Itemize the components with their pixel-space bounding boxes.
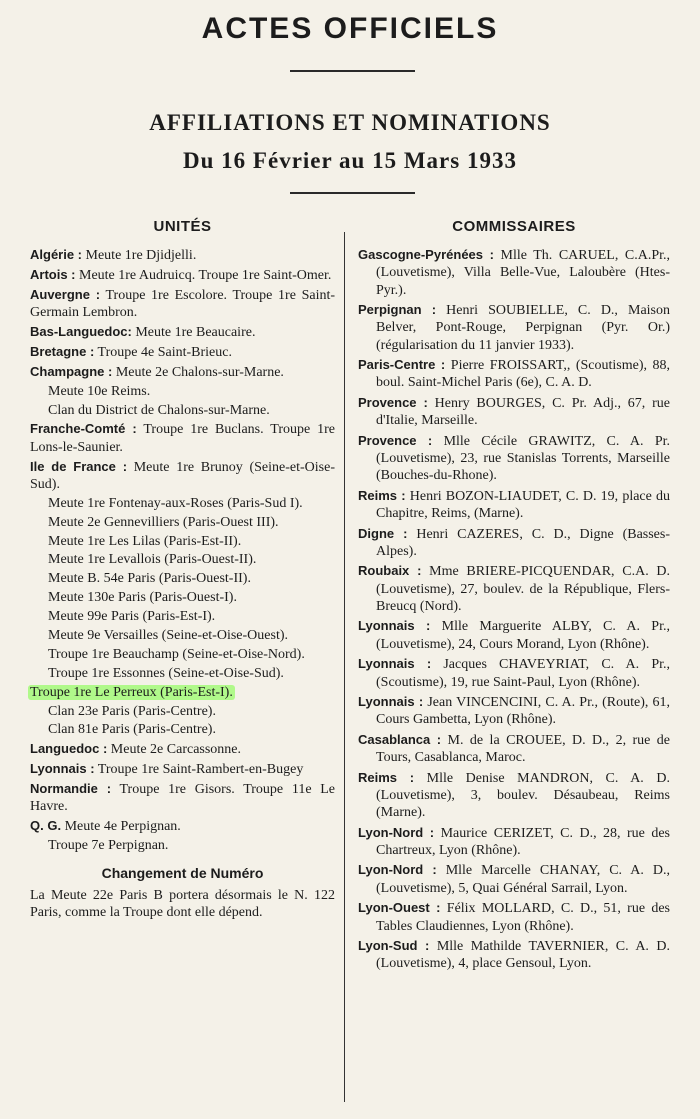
unit-region: Champagne : (30, 363, 113, 379)
unit-text: Meute 10e Reims. (48, 383, 151, 399)
unit-text: Troupe 1re Saint-Rambert-en-Bugey (97, 762, 304, 778)
unit-entry (30, 760, 335, 778)
unit-entry (30, 323, 335, 341)
unit-entry (30, 817, 335, 835)
commissaire-entry (358, 769, 670, 822)
unit-entry (30, 533, 335, 550)
unit-entry (30, 780, 335, 816)
unit-entry (30, 684, 335, 701)
commissaire-entry (358, 246, 670, 299)
unit-entry (30, 703, 335, 720)
commissaire-entry (358, 655, 670, 691)
date-range: Du 16 Février au 15 Mars 1933 (183, 148, 517, 173)
unites-column (30, 246, 335, 923)
commissaire-entry (358, 731, 670, 767)
unit-text: Troupe 1re Escolore. Troupe 1re Saint-Germain Lembron. (30, 287, 336, 321)
unit-text: Meute 1re Les Lilas (Paris-Est-II). (48, 533, 242, 549)
unit-entry (30, 343, 335, 361)
commissaire-text: Mlle Cécile GRAWITZ, C. A. Pr. (Louvetisme), 23, rue Stanislas Torrents, Marseille (Bouches-du-Rhone). (376, 433, 670, 484)
unit-region: Ile de France : (30, 458, 128, 474)
unit-region: Normandie : (30, 781, 112, 797)
unit-text: Troupe 1re Gisors. Troupe 11e Le Havre. (30, 782, 336, 815)
unit-region: Lyonnais : (30, 761, 95, 777)
commissaire-region: Provence : (358, 394, 428, 410)
commissaire-entry (358, 937, 670, 973)
commissaire-entry (358, 824, 670, 860)
unit-region: Auvergne : (30, 286, 101, 302)
unit-text: Meute 1re Fontenay-aux-Roses (Paris-Sud I). (48, 495, 303, 511)
commissaire-region: Lyonnais : (358, 656, 432, 672)
unit-entry (30, 246, 335, 264)
commissaire-entry (358, 861, 670, 897)
commissaire-text: Jacques CHAVEYRIAT, C. A. Pr., (Scoutisme), 19, rue Saint-Paul, Lyon (Rhône). (376, 657, 670, 690)
column-divider (344, 232, 345, 1102)
change-number-heading: Changement de Numéro (101, 864, 264, 881)
unit-region: Bas-Languedoc: (30, 323, 132, 339)
commissaire-region: Gascogne-Pyrénées : (358, 247, 494, 262)
commissaire-region: Roubaix : (358, 563, 422, 579)
commissaire-text: Mme BRIERE-PICQUENDAR, C.A. D. (Louvetisme), 27, boulev. de la République, Flers-Breucq (Nord). (376, 564, 670, 614)
commissaire-text: Henri BOZON-LIAUDET, C. D. 19, place du Chapitre, Reims, (Marne). (376, 488, 670, 522)
commissaire-text: Mlle Marcelle CHANAY, C. A. D., (Louvetisme), 5, Quai Général Sarrail, Lyon. (376, 863, 671, 896)
unit-entry (30, 570, 335, 587)
unit-entry (30, 286, 335, 322)
commissaire-entry (358, 487, 670, 523)
unit-text: Clan 23e Paris (Paris-Centre). (48, 703, 216, 719)
unit-text: Meute 1re Djidjelli. (85, 248, 197, 263)
commissaire-entry (358, 525, 670, 561)
commissaire-entry (358, 356, 670, 392)
commissaire-region: Casablanca : (358, 731, 442, 747)
commissaire-text: M. de la CROUEE, D. D., 2, rue de Tours, Casablanca, Maroc. (376, 732, 670, 766)
commissaire-text: Henri CAZERES, C. D., Digne (Basses-Alpes). (376, 526, 670, 559)
commissaire-text: Mlle Denise MANDRON, C. A. D. (Louvetisme), 3, boulev. Désaubeau, Reims (Marne). (376, 770, 670, 821)
unit-entry (30, 837, 335, 854)
unit-entry (30, 740, 335, 758)
commissaire-text: Henri SOUBIELLE, C. D., Maison Belver, Pont-Rouge, Perpignan (Pyr. Or.) (régularisation du 11 janvier 1933). (376, 303, 671, 353)
commissaire-region: Lyon-Nord : (358, 824, 435, 840)
unit-entry (30, 514, 335, 531)
commissaire-text: Maurice CERIZET, C. D., 28, rue des Chartreux, Lyon (Rhône). (376, 825, 671, 858)
commissaire-text: Jean VINCENCINI, C. A. Pr., (Route), 61, Cours Gambetta, Lyon (Rhône). (376, 695, 671, 728)
unit-text: Troupe 1re Essonnes (Seine-et-Oise-Sud). (48, 665, 284, 681)
unit-entry (30, 495, 335, 512)
commissaire-text: Pierre FROISSART,, (Scoutisme), 88, boul. Saint-Michel Paris (6e), C. A. D. (376, 358, 670, 391)
commissaire-region: Reims : (358, 487, 406, 503)
commissaire-text: Henry BOURGES, C. Pr. Adj., 67, rue d'Italie, Marseille. (376, 395, 670, 429)
commissaire-entry (358, 617, 670, 653)
unit-region: Q. G. (30, 818, 62, 834)
unit-text: Meute 2e Carcassonne. (110, 742, 242, 758)
unit-entry (30, 383, 335, 400)
unit-text: Troupe 7e Perpignan. (48, 838, 169, 854)
commissaire-region: Lyonnais : (358, 694, 424, 709)
change-number-text: La Meute 22e Paris B portera désormais le N. 122 Paris, comme la Troupe dont elle dépend. (30, 887, 335, 920)
unit-text: Meute 99e Paris (Paris-Est-I). (48, 609, 216, 625)
unit-text: Troupe 4e Saint-Brieuc. (97, 344, 232, 360)
unit-entry (30, 721, 335, 738)
page-title: ACTES OFFICIELS (201, 12, 499, 45)
commissaire-entry (358, 899, 670, 935)
section-title: AFFILIATIONS ET NOMINATIONS (149, 110, 551, 135)
unit-entry (30, 551, 335, 568)
commissaire-text: Mlle Th. CARUEL, C.A.Pr., (Louvetisme), Villa Belle-Vue, Laloubère (Htes-Pyr.). (376, 248, 670, 298)
commissaire-region: Lyon-Sud : (358, 937, 430, 953)
unit-entry (30, 627, 335, 644)
unit-region: Languedoc : (30, 741, 108, 757)
unit-region: Bretagne : (30, 343, 95, 359)
commissaire-entry (358, 301, 670, 354)
unit-entry (30, 646, 335, 663)
unites-heading: UNITÉS (153, 218, 212, 235)
subtitle-rule (290, 192, 415, 194)
commissaire-text: Mlle Marguerite ALBY, C. A. Pr., (Louvetisme), 24, Cours Morand, Lyon (Rhône). (376, 619, 670, 652)
unit-text: Meute 1re Levallois (Paris-Ouest-II). (48, 552, 257, 568)
unit-entry (30, 363, 335, 381)
commissaire-region: Paris-Centre : (358, 357, 446, 373)
commissaire-region: Lyon-Ouest : (358, 900, 441, 916)
unit-region: Algérie : (30, 247, 83, 262)
unit-text: Meute 1re Audruicq. Troupe 1re Saint-Omer. (79, 267, 332, 283)
title-rule (290, 70, 415, 72)
unit-text: Clan du District de Chalons-sur-Marne. (48, 402, 270, 418)
unit-text: Meute 4e Perpignan. (64, 819, 181, 835)
commissaires-heading: COMMISSAIRES (452, 218, 576, 235)
commissaire-entry (358, 693, 670, 729)
commissaire-text: Félix MOLLARD, C. D., 51, rue des Tables Claudiennes, Lyon (Rhône). (376, 901, 671, 934)
commissaire-region: Lyonnais : (358, 618, 431, 634)
commissaire-region: Digne : (358, 525, 408, 541)
unit-region: Artois : (30, 266, 76, 282)
unit-text: Meute 130e Paris (Paris-Ouest-I). (48, 590, 237, 606)
unit-text: Meute B. 54e Paris (Paris-Ouest-II). (48, 571, 251, 587)
unit-text: Meute 9e Versailles (Seine-et-Oise-Ouest). (48, 628, 288, 644)
commissaires-column (358, 246, 670, 975)
commissaire-region: Reims : (358, 769, 415, 785)
unit-text: Meute 1re Brunoy (Seine-et-Oise-Sud). (30, 459, 335, 492)
unit-entry (30, 665, 335, 682)
unit-text: Troupe 1re Beauchamp (Seine-et-Oise-Nord). (48, 646, 305, 662)
unit-entry (30, 266, 335, 284)
unit-region: Franche-Comté : (30, 421, 137, 437)
unit-text: Clan 81e Paris (Paris-Centre). (48, 722, 216, 738)
unit-text: Meute 2e Gennevilliers (Paris-Ouest III). (48, 514, 279, 530)
unit-entry (30, 608, 335, 625)
commissaire-region: Lyon-Nord : (358, 862, 437, 878)
commissaire-text: Mlle Mathilde TAVERNIER, C. A. D. (Louvetisme), 4, place Gensoul, Lyon. (376, 938, 670, 972)
unit-text: Troupe 1re Le Perreux (Paris-Est-I). (30, 684, 233, 700)
unit-entry (30, 420, 335, 456)
unit-text: Troupe 1re Buclans. Troupe 1re Lons-le-Saunier. (30, 422, 335, 455)
commissaire-entry (358, 394, 670, 430)
commissaire-entry (358, 432, 670, 485)
unit-entry (30, 402, 335, 419)
unit-entry (30, 458, 335, 494)
unit-entry (30, 589, 335, 606)
unit-text: Meute 1re Beaucaire. (135, 324, 256, 340)
commissaire-entry (358, 562, 670, 615)
commissaire-region: Perpignan : (358, 302, 437, 318)
commissaire-region: Provence : (358, 432, 433, 448)
unit-text: Meute 2e Chalons-sur-Marne. (115, 364, 284, 380)
